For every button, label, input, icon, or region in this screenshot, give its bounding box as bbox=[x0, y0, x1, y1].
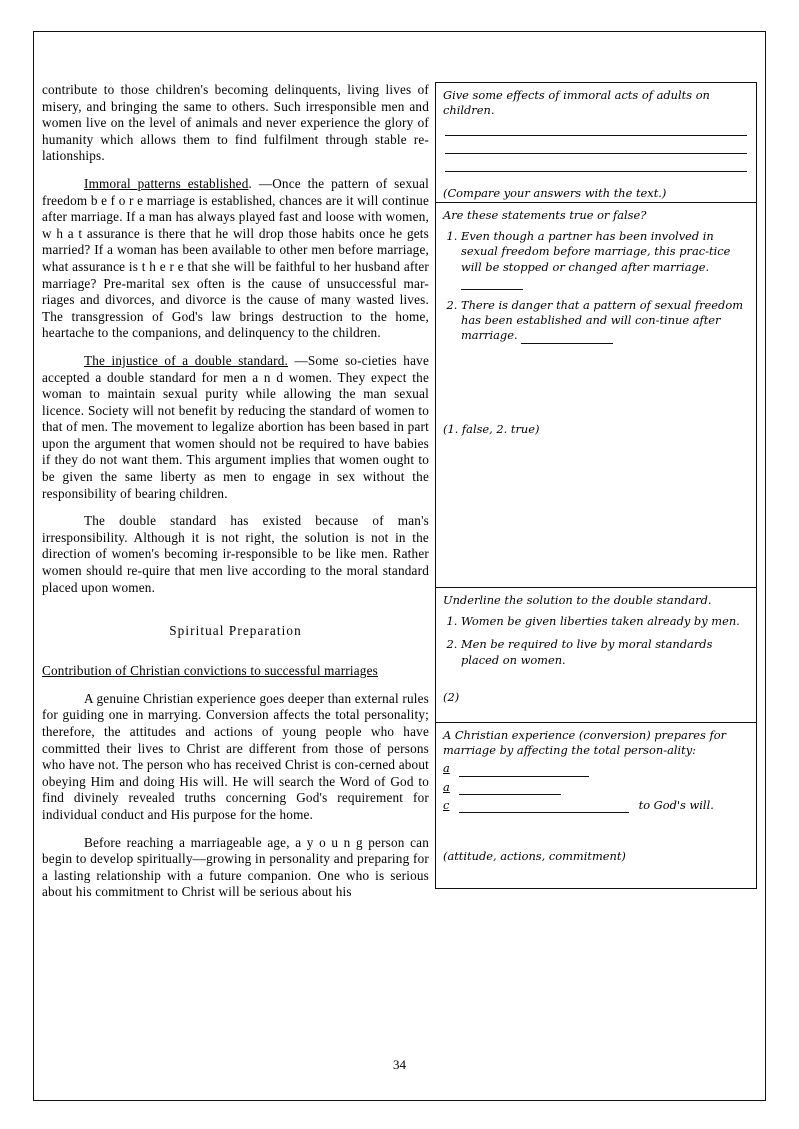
paragraph bbox=[42, 176, 429, 342]
exercise-box bbox=[436, 83, 756, 203]
paragraph-text: . —Once the pattern of sexual freedom b e f o r e marriage is established, chances are it will continue after marriage. If a man has always played fast and loose with women, w h a t assurance is there that he will drop those habits once he gets married? If a woman has been available to other men before marriage, what assurance is t h e r e that she will be faithful to her husband after marriage? Pre-marital sex often is the cause of unsuccessful mar-riages and divorces, and divorce is the cause of many wasted lives. The transgression of God's law brings destruction to the home, heartache to the companions, and delinquency to the children. bbox=[42, 175, 429, 341]
answer-label: c bbox=[443, 797, 450, 812]
exercise-prompt: Are these statements true or false? bbox=[443, 208, 647, 222]
exercise-answer: (2) bbox=[443, 689, 460, 704]
exercise-answer: (1. false, 2. true) bbox=[443, 421, 540, 436]
answer-label: a bbox=[443, 779, 450, 794]
exercise-item-list bbox=[443, 614, 749, 668]
paragraph bbox=[42, 353, 429, 502]
list-item-text: There is danger that a pattern of sexual freedom has been established and will con-tinue after marriage. bbox=[461, 298, 743, 343]
answer-blank-line[interactable] bbox=[445, 121, 747, 136]
answer-blank[interactable] bbox=[459, 783, 561, 795]
answer-row bbox=[443, 780, 749, 795]
exercise-box bbox=[436, 203, 756, 588]
answer-blank[interactable] bbox=[459, 765, 589, 777]
body-text-column bbox=[42, 82, 435, 901]
exercise-column bbox=[435, 82, 757, 889]
answer-row bbox=[443, 761, 749, 776]
paragraph-text: —Some so-cieties have accepted a double standard for men a n d women. They expect the woman to maintain sexual purity while allowing the man sexual licence. Society will not benefit by reducing the standard of women to that of men. The movement to legalize abortion has been based in part upon the argument that women should not be required to have babies if they do not want them. This argument implies that women ought to be given the same liberty as men to engage in sex without the responsibility of bearing children. bbox=[42, 352, 430, 501]
exercise-box bbox=[436, 723, 756, 889]
paragraph: A genuine Christian experience goes deeper than external rules for guiding one in marrying. Conversion affects the total personality; therefore, the attitudes and actions of young people who have committed their lives to Christ are different from those of persons who have not. The person who has received Christ is con-cerned about obeying Him and doing His will. He will search the Word of God to find divinely revealed truths concerning God's requirement for individual conduct and His purpose for the home. bbox=[42, 690, 429, 822]
section-title: Spiritual Preparation bbox=[169, 623, 302, 639]
answer-blank[interactable] bbox=[521, 332, 613, 344]
page-columns bbox=[42, 82, 757, 901]
list-item bbox=[461, 229, 749, 290]
run-in-heading: The injustice of a double standard. bbox=[84, 352, 289, 368]
answer-blank-line[interactable] bbox=[445, 157, 747, 172]
exercise-item-list bbox=[443, 229, 749, 343]
paragraph: contribute to those children's becoming delinquents, living lives of misery, and bringing the same to others. Such irresponsible men and women live on the level of animals and never experience the glory of humanity which allows them to find fulfilment through stable re-lationships. bbox=[42, 82, 429, 164]
subsection-title: Contribution of Christian convictions to successful marriages bbox=[42, 663, 378, 679]
list-item: 1. Women be given liberties taken already by men. bbox=[461, 614, 749, 629]
paragraph: Before reaching a marriageable age, a y o u n g person can begin to develop spiritually—growing in personality and preparing for a lasting relationship with a future companion. One who is serious about his commitment to Christ will be serious about his bbox=[42, 834, 429, 900]
list-item: 2. Men be required to live by moral standards placed on women. bbox=[461, 637, 749, 667]
answer-label: a bbox=[443, 761, 450, 776]
answer-blank[interactable] bbox=[459, 801, 629, 813]
list-item bbox=[461, 298, 749, 344]
list-item-text: Even though a partner has been involved in sexual freedom before marriage, this prac-tice will be stopped or changed after marriage. bbox=[461, 229, 731, 274]
exercise-prompt: A Christian experience (conversion) prepares for marriage by affecting the total person-ality: bbox=[443, 728, 727, 758]
exercise-prompt: Give some effects of immoral acts of adults on children. bbox=[443, 88, 710, 118]
paragraph: The double standard has existed because of man's irresponsibility. Although it is not right, the solution is not in the direction of women's becoming ir-responsible to be like men. Rather women should re-quire that men live according to the moral standard placed upon women. bbox=[42, 513, 429, 595]
answer-row bbox=[443, 798, 749, 813]
exercise-box bbox=[436, 588, 756, 723]
page-number: 34 bbox=[393, 1057, 406, 1072]
exercise-answer: (attitude, actions, commitment) bbox=[443, 849, 626, 864]
exercise-note: (Compare your answers with the text.) bbox=[443, 186, 667, 201]
run-in-heading: Immoral patterns established bbox=[84, 175, 249, 191]
answer-blank-line[interactable] bbox=[445, 139, 747, 154]
answer-tail-text: to God's will. bbox=[638, 797, 714, 812]
answer-blank[interactable] bbox=[461, 278, 523, 290]
exercise-prompt: Underline the solution to the double standard. bbox=[443, 593, 712, 607]
